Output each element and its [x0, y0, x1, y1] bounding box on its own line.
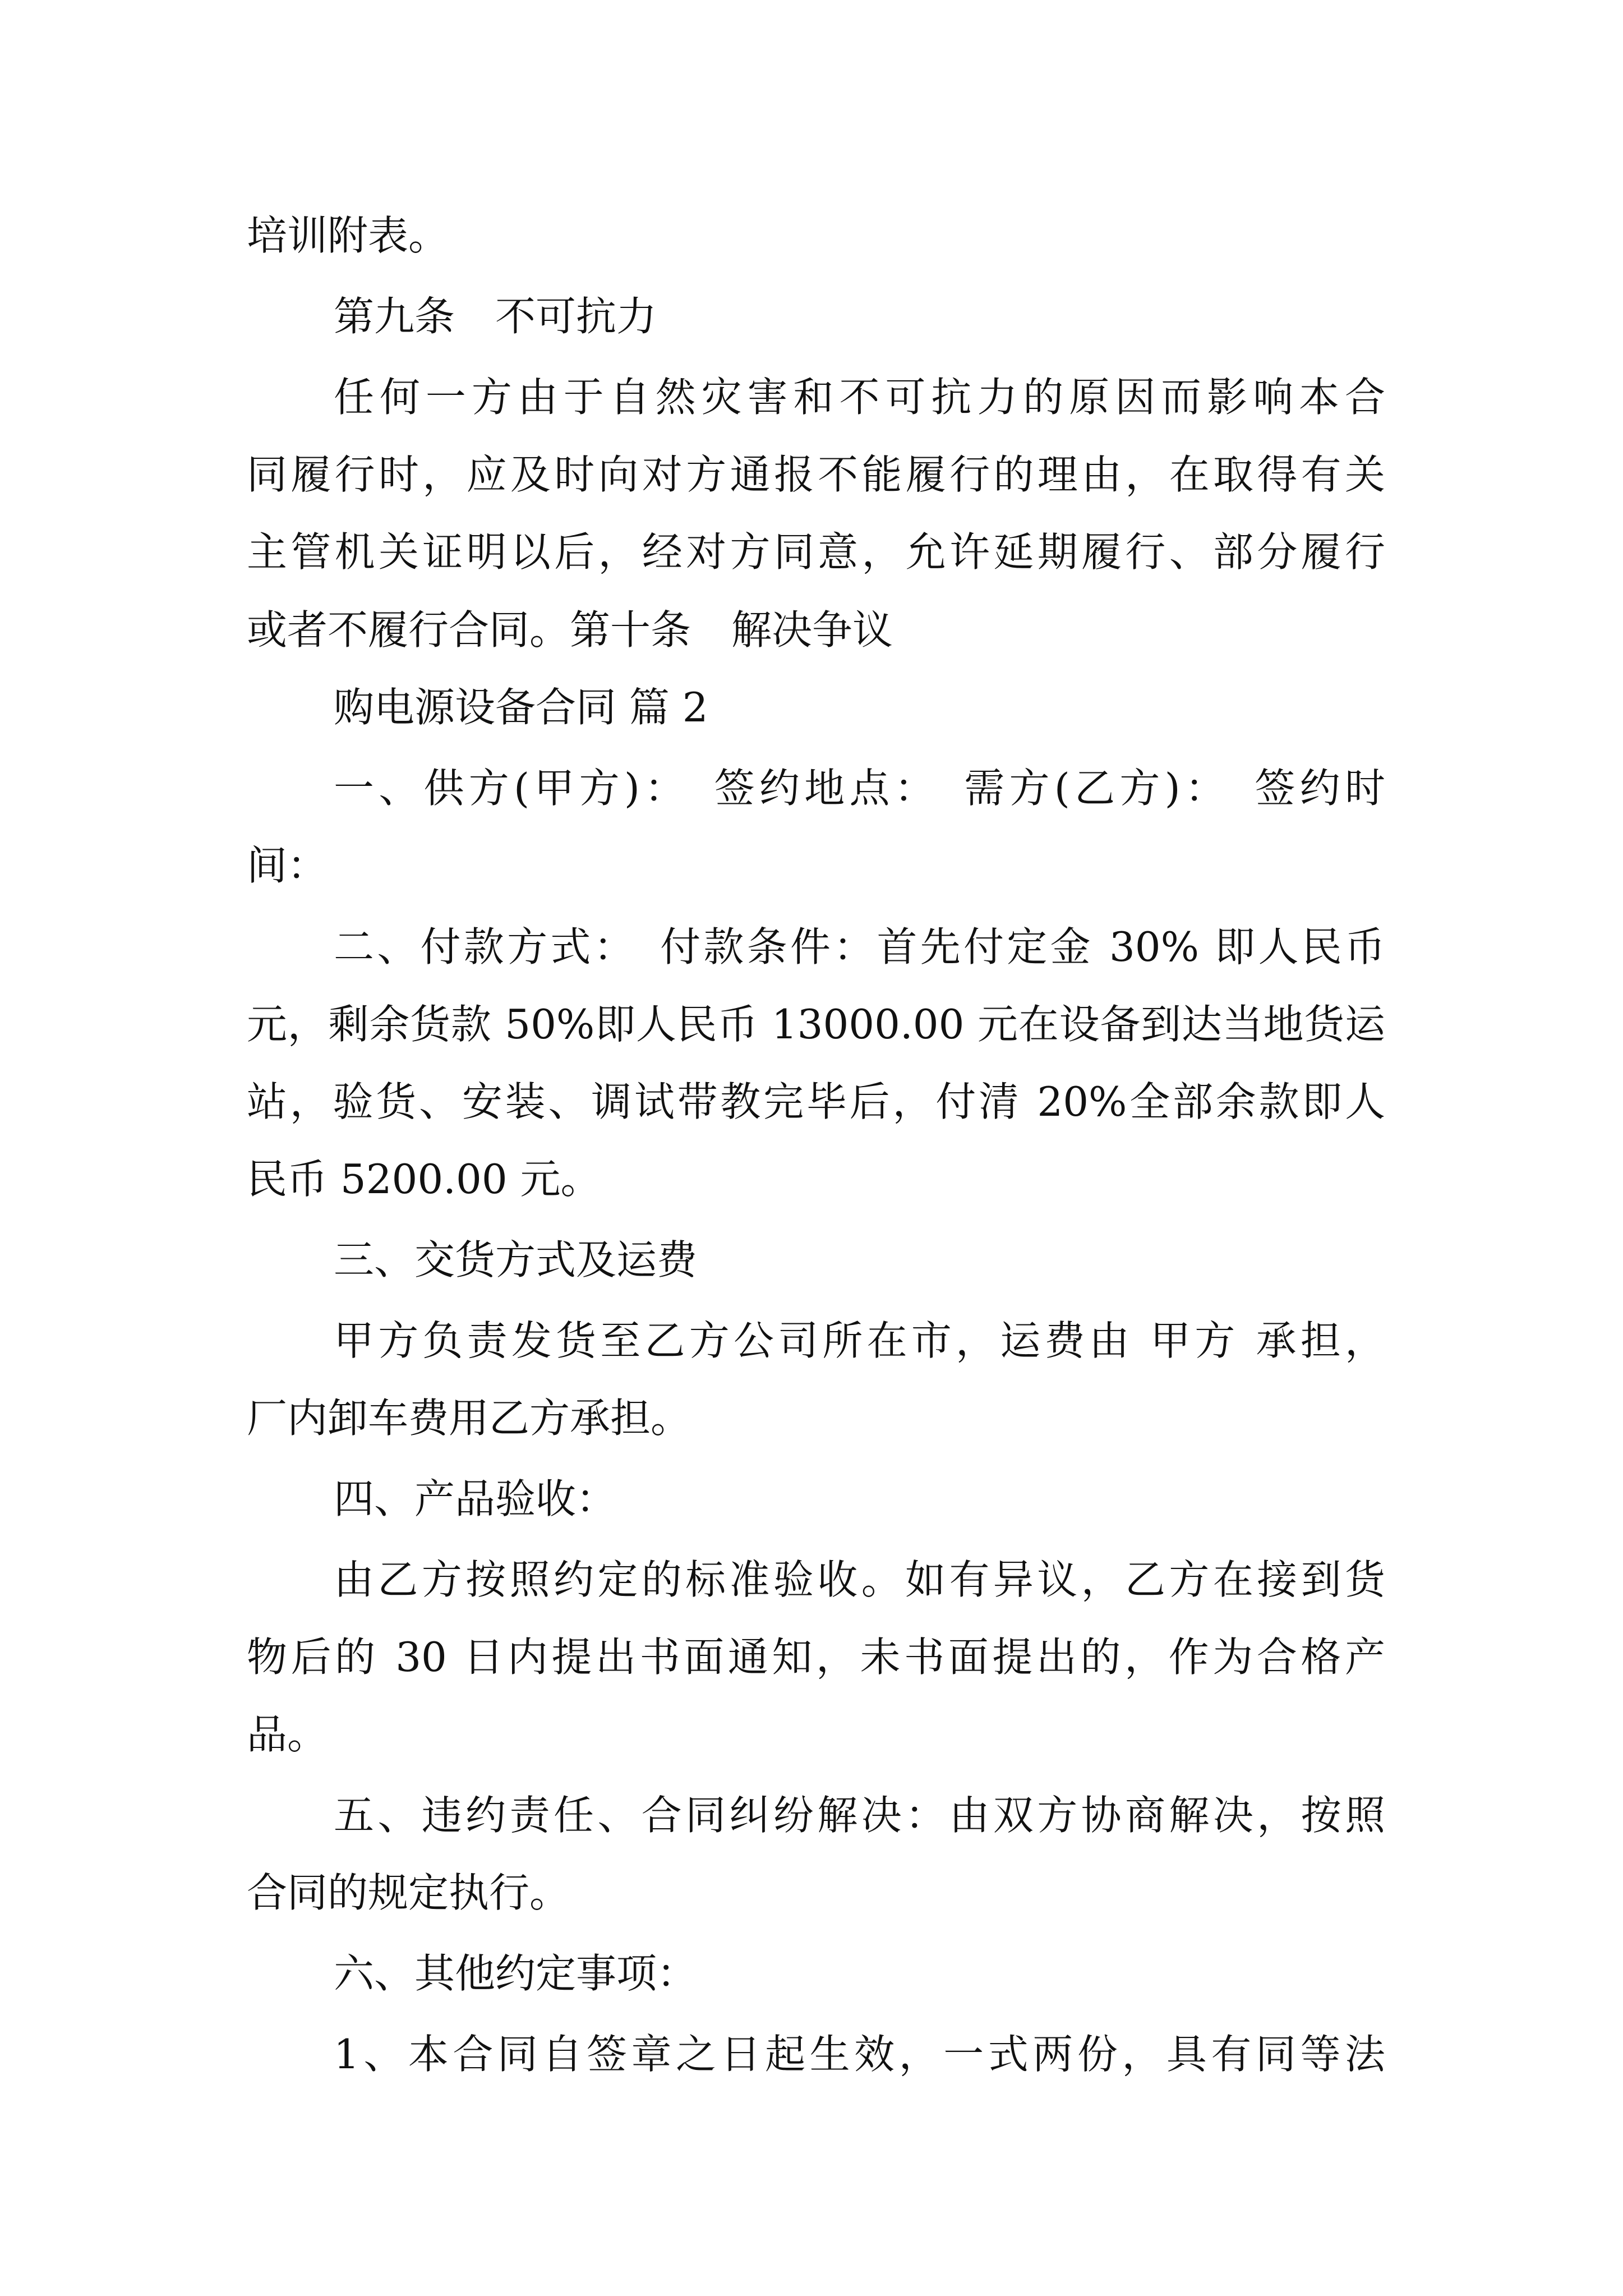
text-line: 培训附表。 — [247, 212, 449, 259]
text-line: 任何一方由于自然灾害和不可抗力的原因而影响本合 — [334, 374, 1385, 421]
text-line: 民币 5200.00 元。 — [247, 1156, 601, 1203]
text-line: 间： — [247, 842, 328, 889]
text-line: 站，验货、安装、调试带教完毕后，付清 20%全部余款即人 — [247, 1078, 1385, 1125]
section-heading: 六、其他约定事项： — [334, 1950, 698, 1997]
text-line: 二、付款方式： 付款条件：首先付定金 30% 即人民币 — [334, 923, 1385, 970]
article-heading: 第九条 不可抗力 — [334, 293, 657, 340]
text-line: 一、供方(甲方)： 签约地点： 需方(乙方)： 签约时 — [334, 765, 1385, 812]
text-line: 厂内卸车费用乙方承担。 — [247, 1395, 691, 1442]
text-line: 品。 — [247, 1711, 328, 1758]
text-line: 合同的规定执行。 — [247, 1869, 570, 1916]
text-line: 元，剩余货款 50%即人民币 13000.00 元在设备到达当地货运 — [247, 1001, 1385, 1048]
text-line: 物后的 30 日内提出书面通知，未书面提出的，作为合格产 — [247, 1634, 1385, 1681]
text-line: 由乙方按照约定的标准验收。如有异议，乙方在接到货 — [334, 1556, 1385, 1603]
text-line: 主管机关证明以后，经对方同意，允许延期履行、部分履行 — [247, 528, 1385, 576]
text-line: 或者不履行合同。第十条 解决争议 — [247, 606, 893, 654]
text-line: 同履行时，应及时向对方通报不能履行的理由，在取得有关 — [247, 451, 1385, 498]
section-title: 购电源设备合同 篇 2 — [334, 684, 708, 731]
text-line: 1、本合同自签章之日起生效，一式两份，具有同等法 — [334, 2031, 1385, 2078]
text-line: 五、违约责任、合同纠纷解决：由双方协商解决，按照 — [334, 1792, 1385, 1839]
section-heading: 三、交货方式及运费 — [334, 1236, 698, 1283]
section-heading: 四、产品验收： — [334, 1475, 617, 1522]
text-line: 甲方负责发货至乙方公司所在市，运费由 甲方 承担， — [334, 1317, 1385, 1364]
